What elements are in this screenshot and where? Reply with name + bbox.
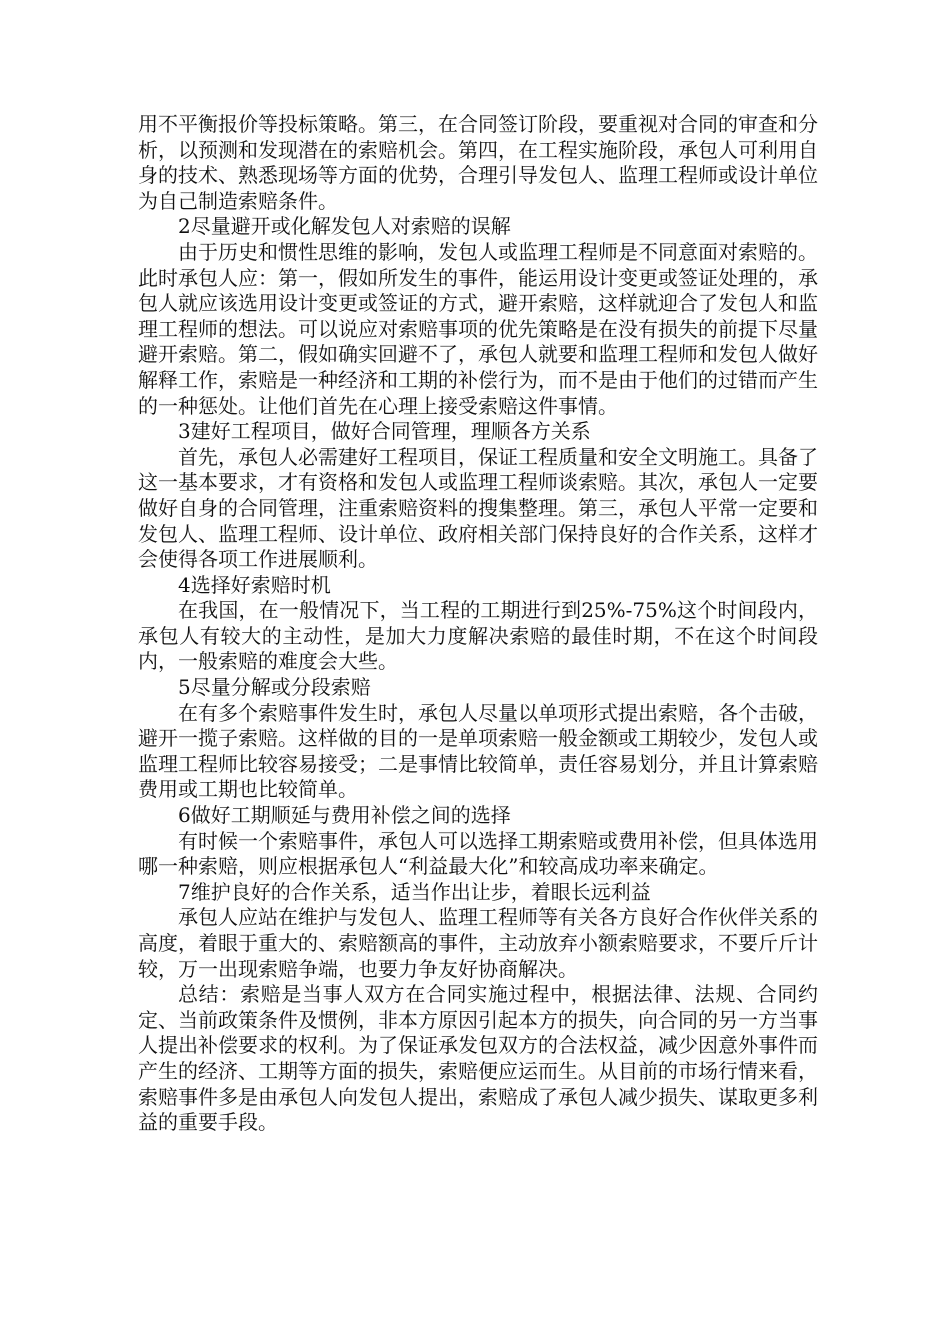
section-heading-3: 3建好工程项目，做好合同管理，理顺各方关系 xyxy=(178,419,591,444)
paragraph: 有时候一个索赔事件，承包人可以选择工期索赔或费用补偿，但具体选用哪一种索赔，则应根据承包人“利益最大化”和较高成功率来确定。 xyxy=(138,828,818,879)
paragraph: 首先，承包人必需建好工程项目，保证工程质量和安全文明施工。具备了这一基本要求，才有资格和发包人或监理工程师谈索赔。其次，承包人一定要做好自身的合同管理，注重索赔资料的搜集整理。第三，承包人平常一定要和发包人、监理工程师、设计单位、政府相关部门保持良好的合作关系，这样才会使得各项工作进展顺利。 xyxy=(138,444,818,572)
paragraph: 承包人应站在维护与发包人、监理工程师等有关各方良好合作伙伴关系的高度，着眼于重大的、索赔额高的事件，主动放弃小额索赔要求，不要斤斤计较，万一出现索赔争端，也要力争友好协商解决。 xyxy=(138,905,818,981)
section-heading-2: 2尽量避开或化解发包人对索赔的误解 xyxy=(178,214,511,239)
section-heading-4: 4选择好索赔时机 xyxy=(178,572,331,597)
section-heading-5: 5尽量分解或分段索赔 xyxy=(178,675,371,700)
section-heading-7: 7维护良好的合作关系，适当作出让步，着眼长远利益 xyxy=(178,879,651,904)
document-body xyxy=(138,112,818,1136)
paragraph: 在有多个索赔事件发生时，承包人尽量以单项形式提出索赔，各个击破，避开一揽子索赔。这样做的目的一是单项索赔一般金额或工期较少，发包人或监理工程师比较容易接受；二是事情比较简单，责任容易划分，并且计算索赔费用或工期也比较简单。 xyxy=(138,700,818,802)
section-heading-6: 6做好工期顺延与费用补偿之间的选择 xyxy=(178,803,511,828)
paragraph: 在我国，在一般情况下，当工程的工期进行到25%-75%这个时间段内，承包人有较大的主动性，是加大力度解决索赔的最佳时期，不在这个时间段内，一般索赔的难度会大些。 xyxy=(138,598,818,674)
paragraph-continuation: 用不平衡报价等投标策略。第三，在合同签订阶段，要重视对合同的审查和分析，以预测和发现潜在的索赔机会。第四，在工程实施阶段，承包人可利用自身的技术、熟悉现场等方面的优势，合理引导发包人、监理工程师或设计单位为自己制造索赔条件。 xyxy=(138,112,818,213)
paragraph: 由于历史和惯性思维的影响，发包人或监理工程师是不同意面对索赔的。此时承包人应：第一，假如所发生的事件，能运用设计变更或签证处理的，承包人就应该选用设计变更或签证的方式，避开索赔，这样就迎合了发包人和监理工程师的想法。可以说应对索赔事项的优先策略是在没有损失的前提下尽量避开索赔。第二，假如确实回避不了，承包人就要和监理工程师和发包人做好解释工作，索赔是一种经济和工期的补偿行为，而不是由于他们的过错而产生的一种惩处。让他们首先在心理上接受索赔这件事情。 xyxy=(138,239,818,418)
summary-paragraph: 总结：索赔是当事人双方在合同实施过程中，根据法律、法规、合同约定、当前政策条件及惯例，非本方原因引起本方的损失，向合同的另一方当事人提出补偿要求的权利。为了保证承发包双方的合法权益，减少因意外事件而产生的经济、工期等方面的损失，索赔便应运而生。从目前的市场行情来看，索赔事件多是由承包人向发包人提出，索赔成了承包人减少损失、谋取更多利益的重要手段。 xyxy=(138,982,818,1135)
